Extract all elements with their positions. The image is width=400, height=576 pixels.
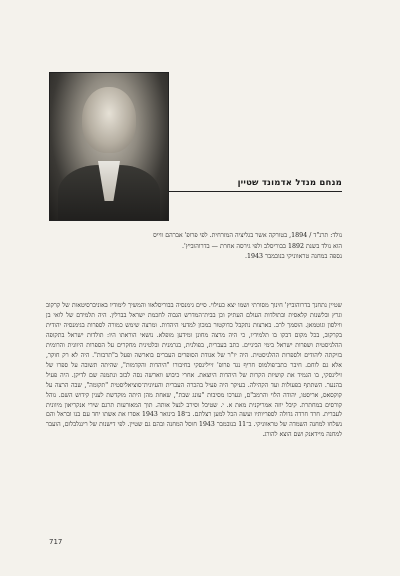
bio-death-line: נספה במחנה טראווניקי בנובמבר 1943.	[245, 253, 342, 260]
person-name-heading: מנחם מנדל אדמונד שטיין	[237, 178, 342, 188]
bio-birth-line: נולד: תרנ"ד / 1894, בטורקה אשר בגליציה המזרחית. לפי פרופ' אברהם ווייס	[153, 232, 342, 239]
portrait-head	[82, 87, 136, 153]
bio-block	[60, 231, 342, 263]
portrait-photo	[49, 72, 169, 221]
heading-rule	[168, 191, 342, 192]
page-number: 717	[49, 538, 63, 546]
biography-paragraph: שטיין נתחנך בדרוהוביץ' חינוך מסורתי ושמו יצא כעילוי. סיים גימנסיה בבוריסלאוו והמשיך לימודיו באוניברסיטאות של קרקוב וגרץ ובלשנות קלאסית ובתולדות העולם העתיק וכן בבית־המדרש הגבוה לחכמת ישראל בברלין. היה תלמידם של לואי בן ווילסון וגוטמאן. הוסמך לרב. בארצות נתקבל כדוקטור במכון למדעי היהדות. ומרצה שימש כמורה לספרות בגימנסיה יהודית בקרקוב, בכל מקום דבקו בו תלמידיו, כי היה מרצה מחונן ומידען מופלא. נושאי הוראתו היו: תולדות ישראל בתקופה ההלניסטית ושפרות ישראל בימי הביניים. כתב בעברית, בפולנית, בגרמנית ובלטינית מחקרים על הספרות היוונית והרומית בזיקתה ליהודים ולספרות ההלניסטית. היה יו"ר של אגודת הסופרים העברים בוארשה ופעל ב"תרבות". היה לא רק חוקר, אלא גם לוחם. חיבר כתב־פולמוס חריף נגד פרופ' זיילינסקי בחיבורו "היהדות והקדמות", שהיתה תשובה על ספרו של זילינסקי, בו הגמיד את קושיות הקרות של היהדות היוצאת. אחרי כיבוש ווארשה נסה לבוב ונתמנה שם לדיקן. היה פעיל בהנער. השתתף בפעולות ועד הקהילה. בעיקר היה פעיל בהכרה העברית והעיונית־סוציאליסטית "תקומה", שבה הרצה על קוקסאס, אריסטו, יהודה הלוי והרמב"ם, ונערכו מסיבות "עונג שבת", שאחת מהן היתה מוקדשת לענין קידוש השם. נוהל קורסים במחתרת. קיבל יוזה אמריקנית מאת א. י. שטיבל וסירב לנצל אותה. תוך המאורעות תרגם שירי אנקריאון מיוונית לעברית. חרד חרדה גדולה לספריותיו ועשה הכל למען רצלתם. ב־18 בינואר 1943 אסרו את אשתו יחד עם בנו ובראל והם נשלחו למחנה השמדה של טראווניקי. ב־11 בנובמבר 1943 חוסל המחנה ובהם גם שטיין. לפי דישנות של ריננלבלום, הועבר למחנה מיידאנק ושם הוצא להורג.	[46, 302, 342, 439]
biography-text	[46, 301, 342, 440]
bio-birth-alt-line: הוא נולד בשנת 1892 בבוריסלב ולפי גירסה אחרת — בדרוהוביץ'.	[181, 242, 342, 250]
